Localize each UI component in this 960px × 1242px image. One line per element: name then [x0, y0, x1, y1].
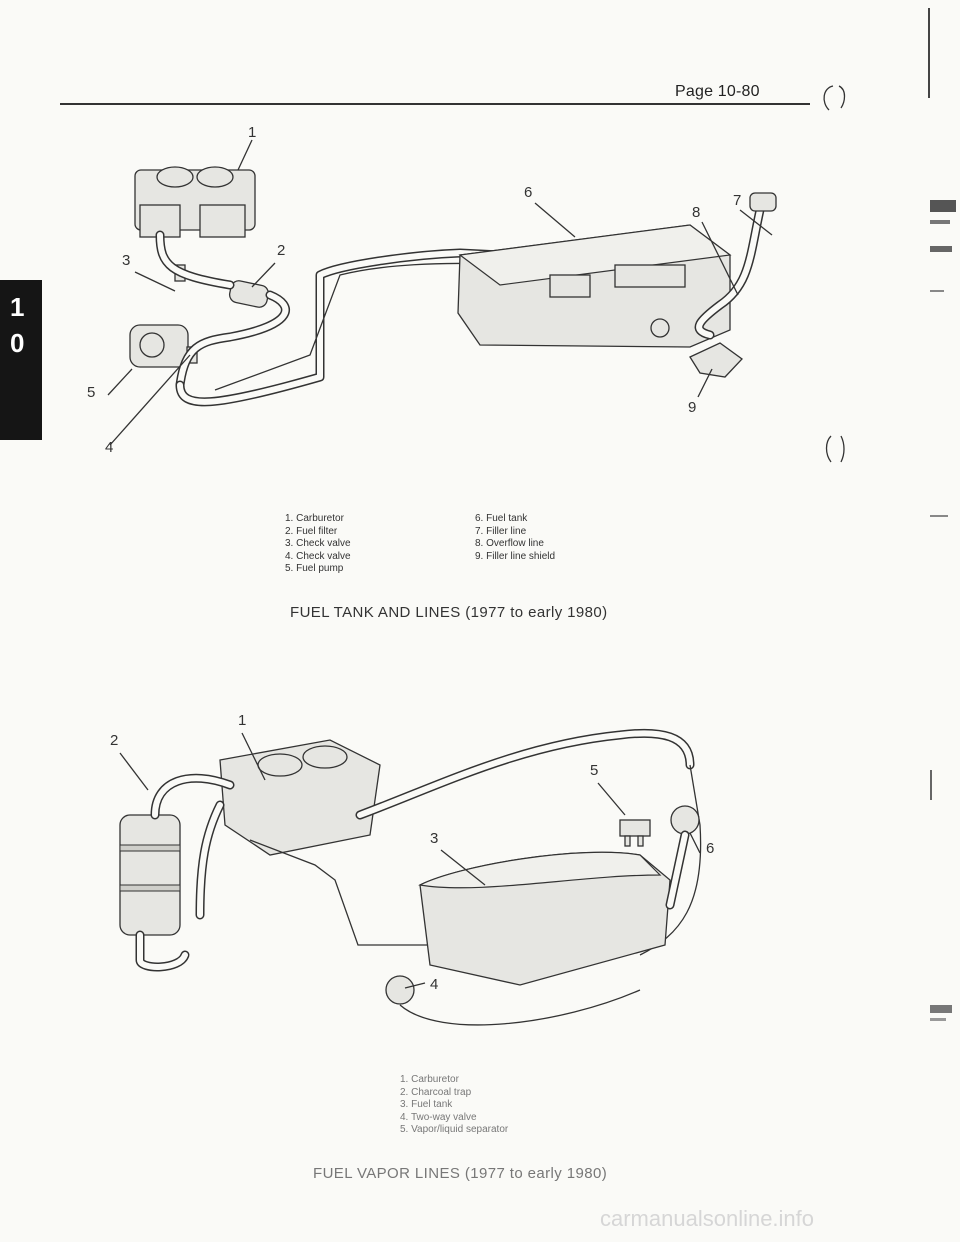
- filler-line-shield-drawing: [690, 343, 742, 377]
- figure1-legend-right: [475, 513, 555, 563]
- legend-item: 8. Overflow line: [475, 538, 544, 550]
- figure1-legend-left: [285, 513, 351, 576]
- callout-8: 8: [692, 204, 701, 221]
- fuel-pump-drawing: [130, 325, 188, 367]
- legend-item: 9. Filler line shield: [475, 550, 556, 562]
- fuel-tank-drawing: [458, 225, 730, 347]
- legend-item: 3. Check valve: [285, 538, 351, 550]
- callout-1: 1: [238, 712, 247, 729]
- legend-item: 2. Fuel filter: [285, 525, 338, 537]
- header-rule: [60, 103, 810, 105]
- charcoal-trap-drawing: [120, 815, 180, 935]
- legend-item: 4. Check valve: [285, 550, 351, 562]
- carburetor-drawing-2: [220, 740, 380, 855]
- legend-item: 4. Two-way valve: [400, 1111, 477, 1123]
- legend-item: 7. Filler line: [475, 525, 527, 537]
- legend-item: 2. Charcoal trap: [400, 1086, 472, 1098]
- callout-4: 4: [430, 976, 439, 993]
- legend-item: 1. Carburetor: [400, 1074, 459, 1085]
- fuel-tank-drawing-2: [420, 852, 670, 985]
- callout-3: 3: [430, 830, 439, 847]
- callout-7: 7: [733, 192, 742, 209]
- callout-4: 4: [105, 439, 114, 456]
- tank-vent-fitting: [671, 806, 699, 834]
- callout-2: 2: [277, 242, 286, 259]
- callout-1: 1: [248, 124, 257, 141]
- site-watermark: carmanualsonline.info: [600, 1206, 815, 1231]
- callout-9: 9: [688, 399, 697, 416]
- figure1-caption: FUEL TANK AND LINES (1977 to early 1980): [290, 604, 608, 621]
- legend-item: 1. Carburetor: [285, 513, 344, 524]
- callout-5: 5: [590, 762, 599, 779]
- figure2-legend: [400, 1074, 508, 1137]
- binder-ring-icon-2: [815, 430, 855, 470]
- legend-item: 3. Fuel tank: [400, 1099, 453, 1111]
- legend-item: 6. Fuel tank: [475, 513, 528, 524]
- section-tab-digit-bottom: 0: [10, 328, 25, 358]
- page-number: Page 10-80: [675, 83, 760, 100]
- fuel-vapor-lines-diagram: [100, 705, 780, 1045]
- fuel-filter-drawing: [228, 279, 270, 308]
- callout-2: 2: [110, 732, 119, 749]
- section-tab-digit-top: 1: [10, 292, 25, 322]
- carburetor-drawing: [135, 167, 255, 237]
- legend-item: 5. Fuel pump: [285, 563, 344, 575]
- scan-edge-artifacts: [898, 0, 958, 1242]
- legend-item: 5. Vapor/liquid separator: [400, 1124, 509, 1136]
- vapor-liquid-separator-drawing: [620, 820, 650, 846]
- binder-ring-icon: [815, 80, 855, 120]
- callout-5: 5: [87, 384, 96, 401]
- callout-6: 6: [706, 840, 715, 857]
- callout-3: 3: [122, 252, 131, 269]
- fuel-tank-lines-diagram: [80, 115, 820, 475]
- figure2-caption: FUEL VAPOR LINES (1977 to early 1980): [313, 1165, 608, 1182]
- callout-6: 6: [524, 184, 533, 201]
- section-tab: [0, 280, 42, 440]
- two-way-valve-drawing: [386, 976, 414, 1004]
